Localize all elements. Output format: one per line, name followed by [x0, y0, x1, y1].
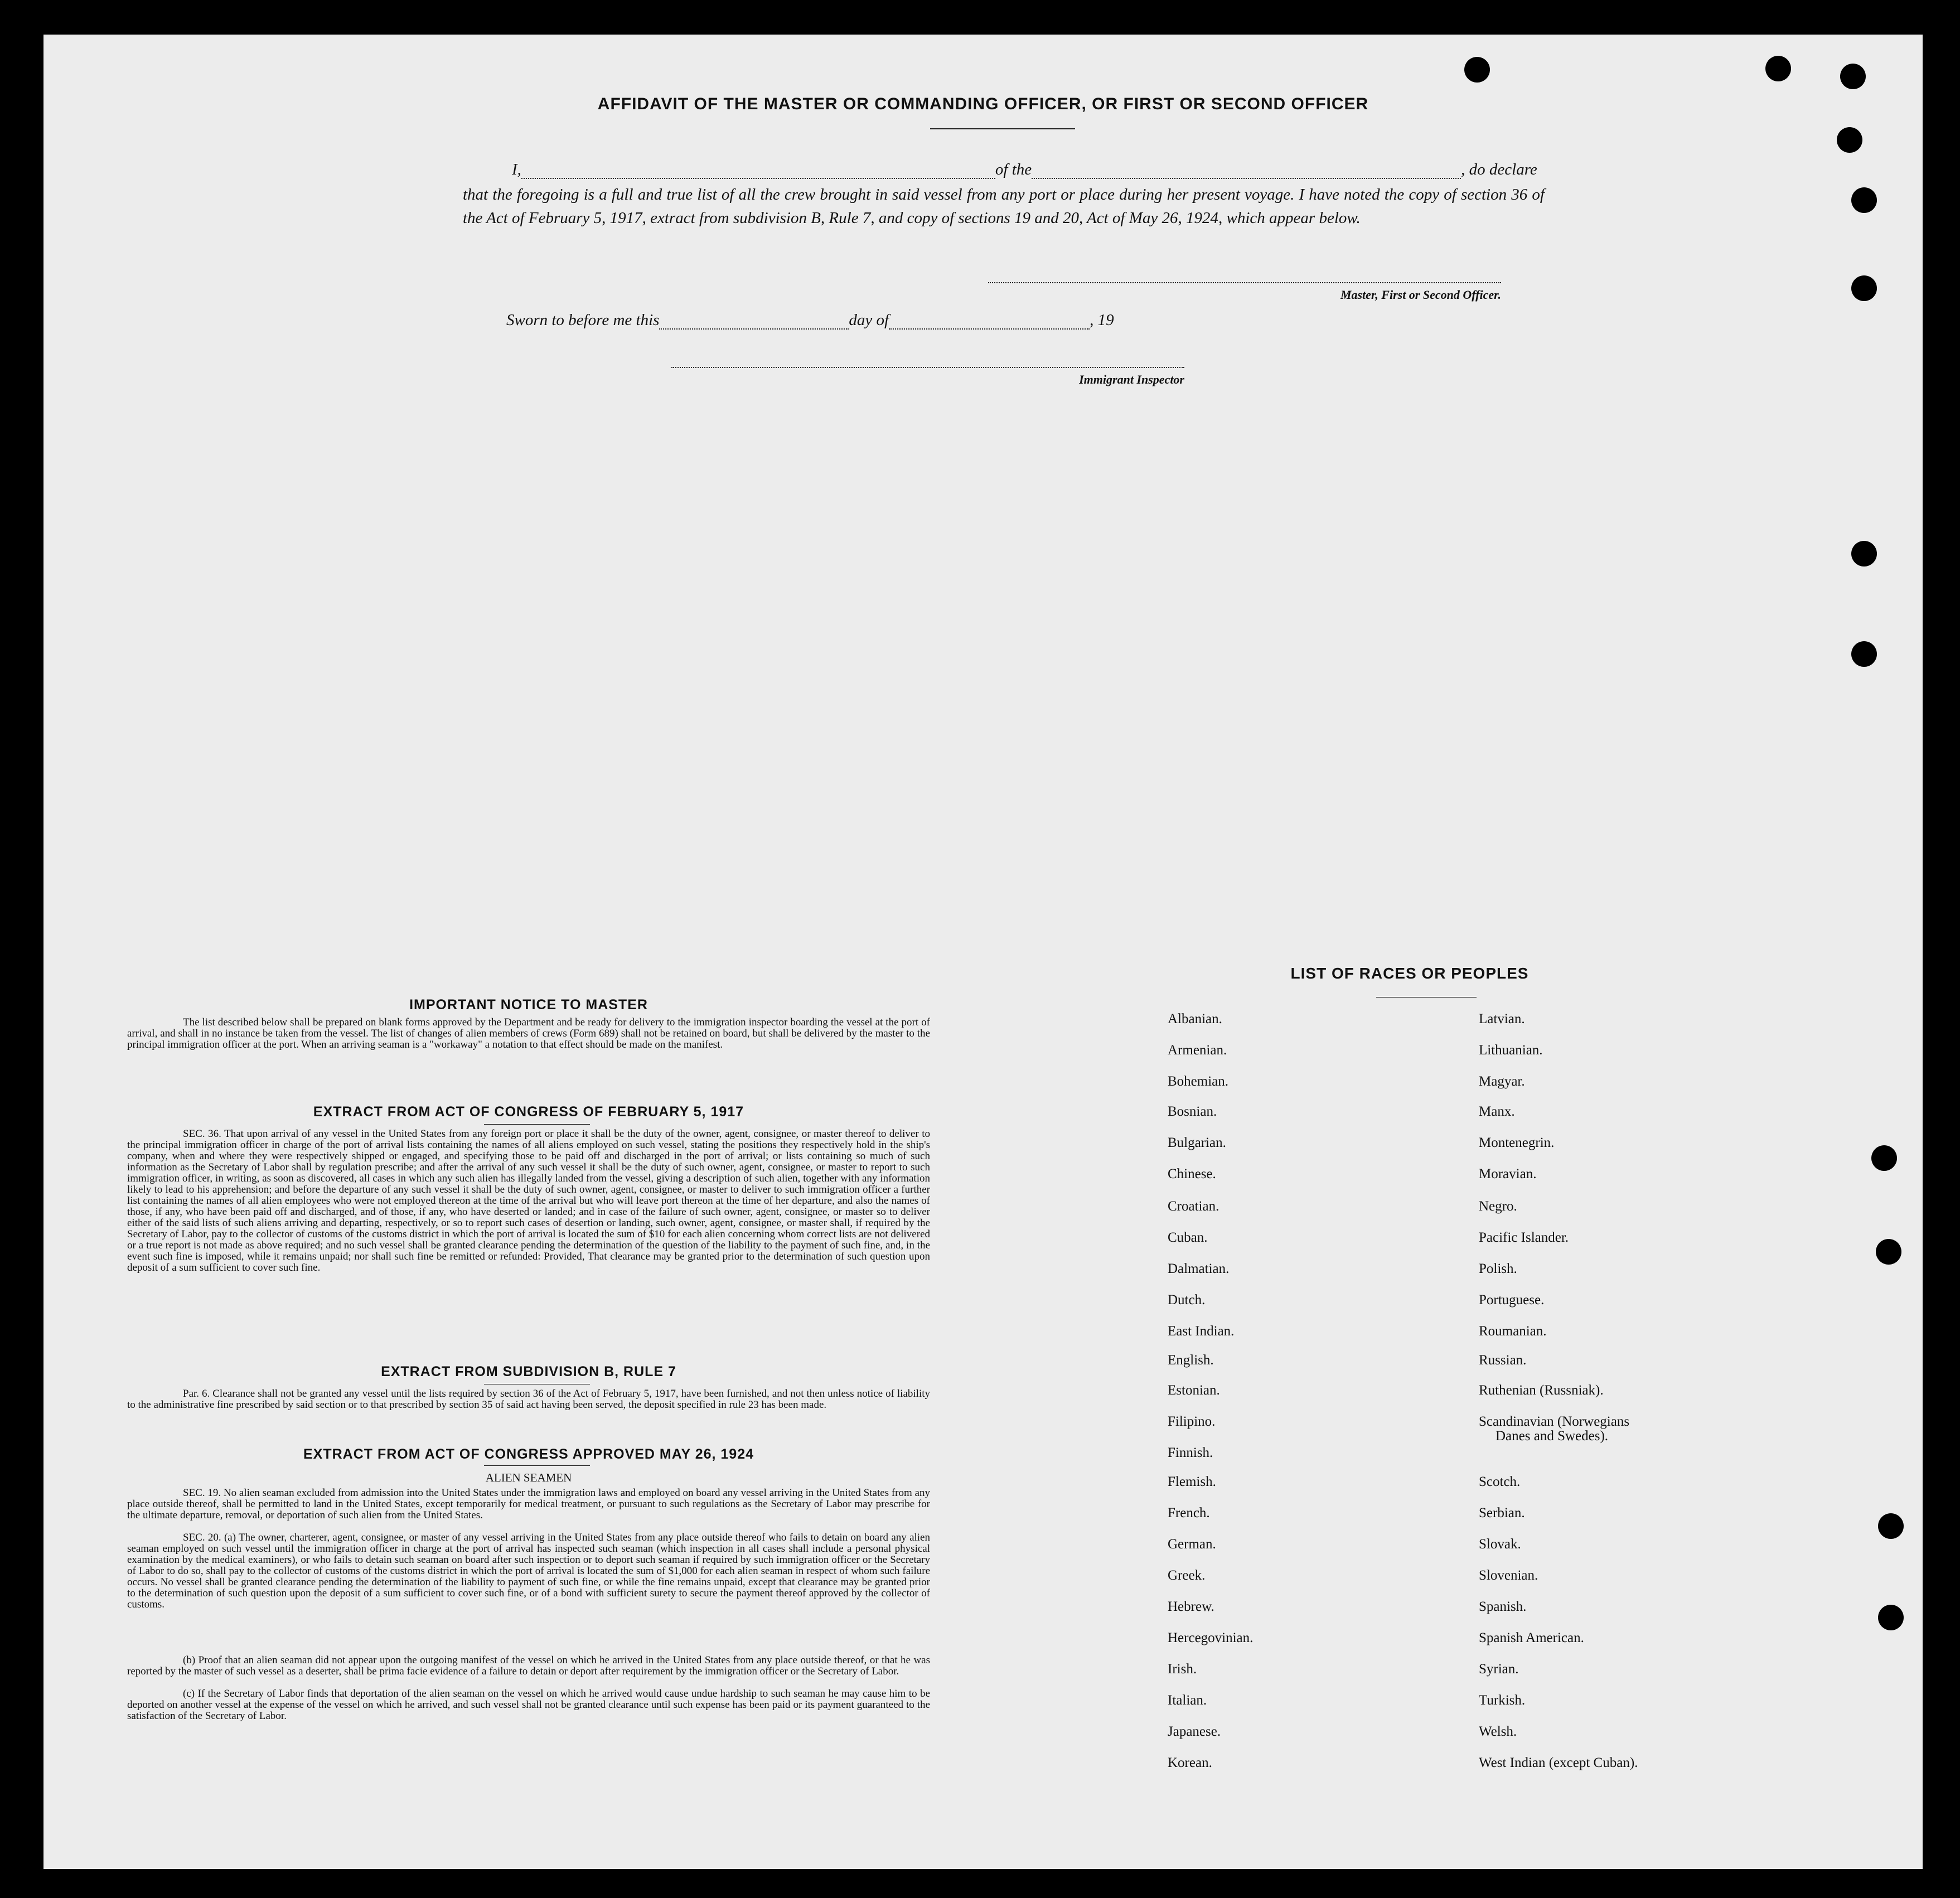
- race-item: Russian.: [1479, 1353, 1527, 1368]
- year-label: , 19: [1090, 311, 1114, 329]
- race-item: Pacific Islander.: [1479, 1230, 1569, 1245]
- extract-1924-title: EXTRACT FROM ACT OF CONGRESS APPROVED MAY 26, 1924: [303, 1446, 754, 1462]
- document-page: [43, 35, 1923, 1869]
- race-item: Hebrew.: [1168, 1599, 1214, 1614]
- race-item: Scotch.: [1479, 1474, 1521, 1489]
- alien-seamen-subtitle: ALIEN SEAMEN: [485, 1471, 572, 1484]
- declarant-prefix: I,: [512, 161, 521, 178]
- day-of-label: day of: [849, 311, 889, 329]
- race-item: Armenian.: [1168, 1043, 1227, 1058]
- punch-hole: [1851, 641, 1877, 667]
- sec20a-text: SEC. 20. (a) The owner, charterer, agent, consignee, or master of any vessel arriving in the United States from any place outside thereof who fails to detain on board any alien seaman employed on such vessel until the immigration officer in charge at the port of arrival has inspected such seaman (which inspection in all cases shall include a personal physical examination by the medical examiners), or who fails to detain such seaman on board after such inspection or to deport such seaman if required by such immigration officer or the Secretary of Labor to do so, shall pay to the collector of customs of the customs district in which the port of arrival is located the sum of $1,000 for each alien seaman in respect of whom such failure occurs. No vessel shall be granted clearance pending the determination of the liability to payment of such fine, or while the fine remains unpaid, except that clearance may be granted prior to the determination of such question upon the deposit of a sum sufficient to cover such fine, or of a bond with sufficient surety to secure the payment thereof approved by the collector of customs.: [127, 1532, 930, 1610]
- race-item: Spanish American.: [1479, 1630, 1584, 1645]
- punch-hole: [1871, 1145, 1897, 1171]
- race-item: Hercegovinian.: [1168, 1630, 1254, 1645]
- race-item: Bohemian.: [1168, 1074, 1229, 1089]
- race-item: Lithuanian.: [1479, 1043, 1543, 1058]
- race-item: Japanese.: [1168, 1724, 1221, 1739]
- declarant-name-field[interactable]: [521, 166, 995, 179]
- affidavit-body: that the foregoing is a full and true list of all the crew brought in said vessel from any port or place during her present voyage. I have noted the copy of section 36 of the Act of February 5, 1917, extract from subdivision B, Rule 7, and copy of sections 19 and 20, Act of May 26, 1924, which appear below.: [463, 186, 1545, 227]
- race-item: Latvian.: [1479, 1011, 1525, 1027]
- sec19-text: SEC. 19. No alien seaman excluded from admission into the United States under the immigration laws and employed on board any vessel arriving in the United States from any place outside thereof, shall be permitted to land in the United States, except temporarily for medical treatment, or pursuant to such regulations as the Secretary of Labor may prescribe for the ultimate departure, removal, or deportation of such alien from the United States.: [127, 1487, 930, 1521]
- race-item: Danes and Swedes).: [1496, 1429, 1609, 1444]
- race-item: Greek.: [1168, 1568, 1206, 1583]
- title-underline: [930, 128, 1075, 129]
- race-item: Portuguese.: [1479, 1292, 1545, 1308]
- sworn-prefix: Sworn to before me this: [506, 311, 660, 329]
- punch-hole: [1840, 64, 1866, 89]
- punch-hole: [1876, 1239, 1901, 1265]
- extract-1924-underline: [484, 1465, 590, 1466]
- sworn-line: [506, 311, 1114, 330]
- inspector-caption: Immigrant Inspector: [1079, 372, 1184, 386]
- race-item: Flemish.: [1168, 1474, 1216, 1489]
- race-item: Finnish.: [1168, 1445, 1213, 1460]
- race-item: Polish.: [1479, 1261, 1517, 1276]
- race-item: Ruthenian (Russniak).: [1479, 1383, 1604, 1398]
- race-item: Korean.: [1168, 1755, 1212, 1770]
- master-signature-field[interactable]: [988, 282, 1501, 283]
- race-item: French.: [1168, 1505, 1210, 1521]
- vessel-name-field[interactable]: [1032, 166, 1461, 179]
- extract-1917-title: EXTRACT FROM ACT OF CONGRESS OF FEBRUARY 5, 1917: [313, 1104, 744, 1120]
- sec20c-text: (c) If the Secretary of Labor finds that deportation of the alien seaman on the vessel on which he arrived would cause undue hardship to such seaman he may cause him to be deported on another vessel at the expense of the vessel on which he arrived, and such vessel shall not be granted clearance until such expense has been paid or its payment guaranteed to the satisfaction of the Secretary of Labor.: [127, 1688, 930, 1722]
- affidavit-title: AFFIDAVIT OF THE MASTER OR COMMANDING OFFICER, OR FIRST OR SECOND OFFICER: [597, 95, 1369, 113]
- races-underline: [1376, 997, 1477, 998]
- sworn-day-field[interactable]: [659, 316, 849, 330]
- race-item: Irish.: [1168, 1662, 1197, 1677]
- sec20b-text: (b) Proof that an alien seaman did not appear upon the outgoing manifest of the vessel on which he arrived in the United States from any place outside thereof, or that he was reported by the master of such vessel as a deserter, shall be prima facie evidence of a failure to detain or deport after requirement by the immigration officer or the Secretary of Labor.: [127, 1654, 930, 1677]
- race-item: Italian.: [1168, 1693, 1207, 1708]
- rule7-text: Par. 6. Clearance shall not be granted any vessel until the lists required by section 36 of the Act of February 5, 1917, have been furnished, and not then unless notice of liability to the administrative fine prescribed by said section or to that prescribed by section 35 of said act having been served, the deposit specified in rule 23 has been made.: [127, 1388, 930, 1411]
- master-caption: Master, First or Second Officer.: [1340, 288, 1501, 302]
- notice-title: IMPORTANT NOTICE TO MASTER: [409, 997, 648, 1013]
- race-item: Magyar.: [1479, 1074, 1525, 1089]
- punch-hole: [1878, 1605, 1904, 1630]
- race-item: East Indian.: [1168, 1324, 1235, 1339]
- punch-hole: [1765, 56, 1791, 81]
- race-item: Slovenian.: [1479, 1568, 1538, 1583]
- race-item: Cuban.: [1168, 1230, 1208, 1245]
- punch-hole: [1878, 1513, 1904, 1539]
- race-item: Welsh.: [1479, 1724, 1517, 1739]
- race-item: Spanish.: [1479, 1599, 1527, 1614]
- race-item: Moravian.: [1479, 1166, 1537, 1182]
- punch-hole: [1851, 541, 1877, 567]
- race-item: Roumanian.: [1479, 1324, 1547, 1339]
- race-item: Syrian.: [1479, 1662, 1519, 1677]
- sworn-month-field[interactable]: [889, 316, 1090, 330]
- race-item: Albanian.: [1168, 1011, 1222, 1027]
- of-the-label: of the: [995, 161, 1032, 178]
- race-item: Bulgarian.: [1168, 1135, 1226, 1150]
- race-item: English.: [1168, 1353, 1214, 1368]
- punch-hole: [1851, 275, 1877, 301]
- race-item: Serbian.: [1479, 1505, 1525, 1521]
- race-item: Negro.: [1479, 1199, 1517, 1214]
- race-item: Slovak.: [1479, 1537, 1521, 1552]
- races-title: LIST OF RACES OR PEOPLES: [1290, 965, 1529, 982]
- extract-1917-underline: [484, 1124, 590, 1125]
- extract-1917-text: SEC. 36. That upon arrival of any vessel in the United States from any foreign port or place it shall be the duty of the owner, agent, consignee, or master thereof to deliver to the principal immigration officer in charge of the port of arrival lists containing the names of all aliens employed on such vessel, stating the positions they respectively hold in the ship's company, when and where they were respectively shipped or engaged, and specifying those to be paid off and discharged in the port of arrival; or lists containing so much of such information as the Secretary of Labor shall by regulation prescribe; and after the arrival of any such vessel it shall be the duty of such owner, agent, consignee, or master to report to such immigration officer, in writing, as soon as discovered, all cases in which any such alien has illegally landed from the vessel, giving a description of such alien, together with any information likely to lead to his apprehension; and before the departure of any such vessel it shall be the duty of such owner, agent, consignee, or master to deliver to such immigration officer a further list containing the names of all alien employees who were not employed thereon at the time of the arrival but who will leave port thereon at the time of her departure, and also the names of those, if any, who have been paid off and discharged, and of those, if any, who have deserted or landed; and in case of the failure of such owner, agent, consignee, or master so to deliver either of the said lists of such aliens arriving and departing, respectively, or so to report such cases of desertion or landing, such owner, agent, consignee, or master shall, if required by the Secretary of Labor, pay to the collector of customs of the customs district in which the port of arrival is located the sum of $10 for each alien concerning whom correct lists are not delivered or a true report is not made as above required; and no such vessel shall be granted clearance pending the determination of the question of the liability to the payment of such fine, and, in the event such fine is imposed, while it remains unpaid; nor shall such fine be remitted or refunded: Provided, That clearance may be granted prior to the determination of such question upon deposit of a sum sufficient to cover such fine.: [127, 1128, 930, 1274]
- race-item: Scandinavian (Norwegians: [1479, 1414, 1630, 1429]
- rule7-title: EXTRACT FROM SUBDIVISION B, RULE 7: [381, 1364, 676, 1379]
- inspector-signature-field[interactable]: [671, 367, 1184, 368]
- punch-hole: [1464, 57, 1490, 83]
- race-item: Croatian.: [1168, 1199, 1219, 1214]
- notice-text: The list described below shall be prepared on blank forms approved by the Department and be ready for delivery to the immigration inspector boarding the vessel at the port of arrival, and shall in no instance be taken from the vessel. The list of changes of alien members of crews (Form 689) shall not be retained on board, but shall be delivered by the master to the principal immigration officer at the port. When an arriving seaman is a "workaway" a notation to that effect should be made on the manifest.: [127, 1016, 930, 1050]
- race-item: Chinese.: [1168, 1166, 1216, 1182]
- race-item: Turkish.: [1479, 1693, 1526, 1708]
- race-item: Filipino.: [1168, 1414, 1216, 1429]
- race-item: Dutch.: [1168, 1292, 1206, 1308]
- race-item: German.: [1168, 1537, 1216, 1552]
- do-declare-label: , do declare: [1461, 161, 1537, 178]
- race-item: Bosnian.: [1168, 1104, 1217, 1119]
- race-item: Estonian.: [1168, 1383, 1220, 1398]
- race-item: Montenegrin.: [1479, 1135, 1555, 1150]
- race-item: Manx.: [1479, 1104, 1515, 1119]
- punch-hole: [1837, 127, 1862, 153]
- declaration-line: [512, 161, 1549, 179]
- race-item: Dalmatian.: [1168, 1261, 1230, 1276]
- punch-hole: [1851, 187, 1877, 213]
- race-item: West Indian (except Cuban).: [1479, 1755, 1638, 1770]
